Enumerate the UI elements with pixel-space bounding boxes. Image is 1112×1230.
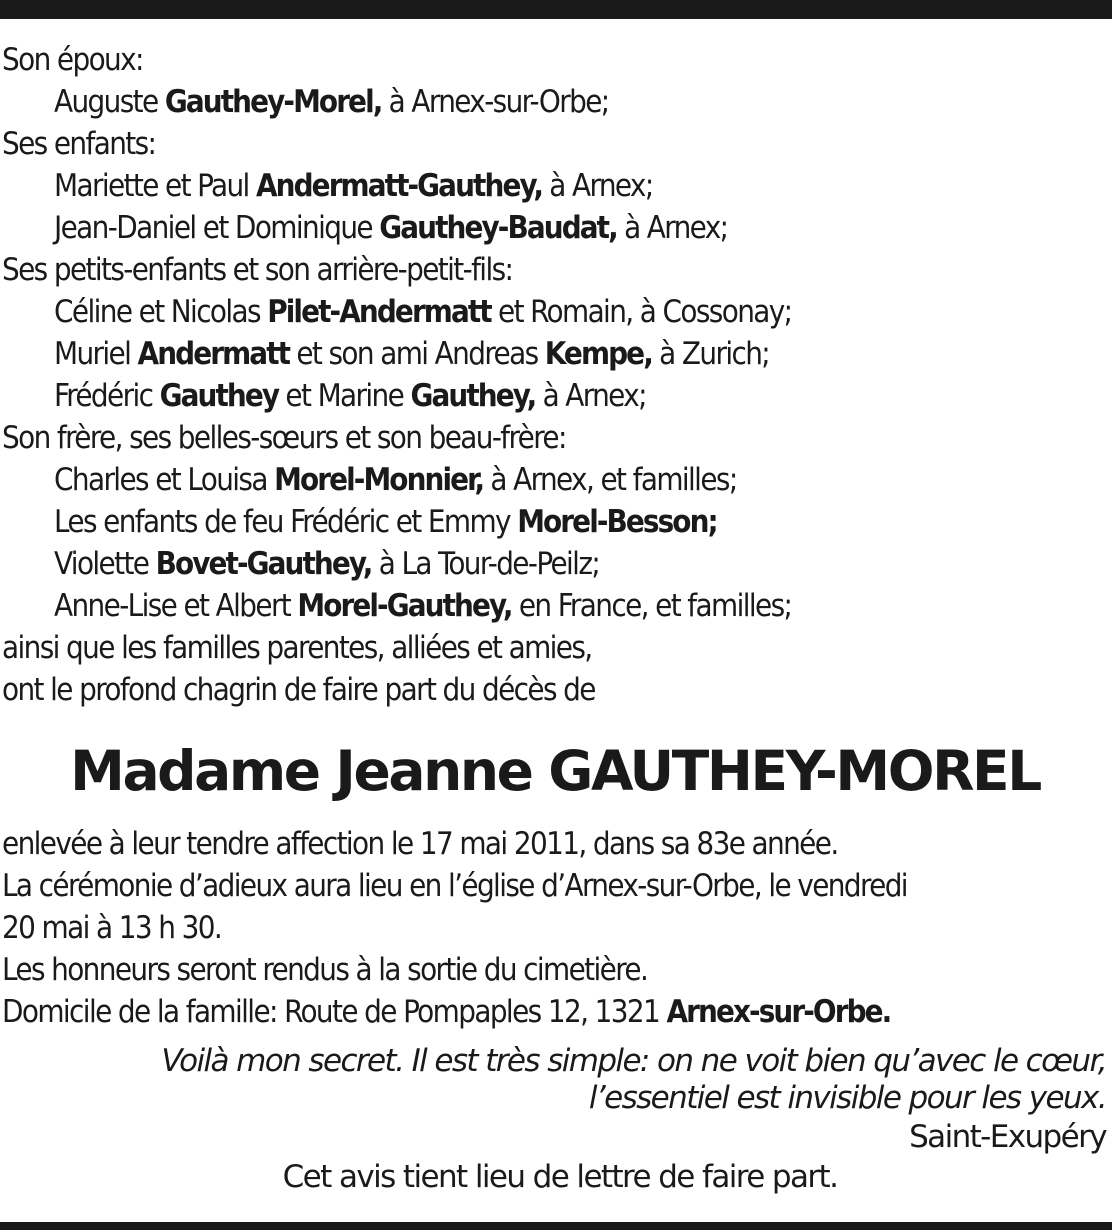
text-segment: Ses petits-enfants et son arrière-petit-fils:	[2, 252, 513, 288]
text-segment: enlevée à leur tendre affection le 17 mai 2011, dans sa 83e année.	[2, 826, 838, 862]
text-segment: à Arnex-sur-Orbe;	[381, 84, 609, 120]
text-segment: en France, et familles;	[511, 588, 792, 624]
text-line	[2, 81, 1108, 123]
text-segment: à Arnex, et familles;	[483, 462, 737, 498]
text-segment: Les honneurs seront rendus à la sortie du cimetière.	[2, 952, 648, 988]
family-name: Gauthey,	[410, 378, 536, 414]
family-name: Gauthey-Morel,	[164, 84, 382, 120]
text-line	[2, 39, 1108, 81]
text-line	[2, 165, 1108, 207]
text-segment: à Zurich;	[651, 336, 770, 372]
family-name: Gauthey	[159, 378, 279, 414]
text-segment: Son frère, ses belles-sœurs et son beau-frère:	[2, 420, 566, 456]
family-list	[2, 39, 1108, 711]
quote-block	[2, 1043, 1108, 1157]
text-segment: Son époux:	[2, 42, 143, 78]
text-line	[2, 585, 1108, 627]
family-name: Gauthey-Baudat,	[379, 210, 617, 246]
quote-line-2: l’essentiel est invisible pour les yeux.	[588, 1080, 1106, 1116]
text-segment: Anne-Lise et Albert	[54, 588, 298, 624]
text-segment: à La Tour-de-Peilz;	[371, 546, 600, 582]
text-line	[2, 501, 1108, 543]
text-segment: et Romain, à Cossonay;	[490, 294, 792, 330]
text-segment: La cérémonie d’adieux aura lieu en l’église d’Arnex-sur-Orbe, le vendredi	[2, 868, 907, 904]
deceased-name: Madame Jeanne GAUTHEY-MOREL	[70, 739, 1040, 803]
family-name: Kempe,	[544, 336, 652, 372]
text-line	[2, 991, 1108, 1033]
quote-line-1: Voilà mon secret. Il est très simple: on ne voit bien qu’avec le cœur,	[161, 1043, 1106, 1079]
text-segment: à Arnex;	[616, 210, 728, 246]
family-name: Arnex-sur-Orbe.	[666, 994, 891, 1030]
text-segment: ont le profond chagrin de faire part du décès de	[2, 672, 595, 708]
family-name: Morel-Gauthey,	[297, 588, 512, 624]
text-segment: 20 mai à 13 h 30.	[2, 910, 222, 946]
family-name: Pilet-Andermatt	[267, 294, 491, 330]
text-line	[2, 417, 1108, 459]
quote-author: Saint-Exupéry	[909, 1119, 1106, 1155]
obituary-notice	[2, 39, 1108, 1197]
text-segment: Frédéric	[54, 378, 160, 414]
family-name: Morel-Besson;	[517, 504, 717, 540]
text-line	[2, 333, 1108, 375]
text-segment: Céline et Nicolas	[54, 294, 268, 330]
text-line	[2, 627, 1108, 669]
family-name: Bovet-Gauthey,	[155, 546, 372, 582]
text-line	[2, 669, 1108, 711]
text-segment: Domicile de la famille: Route de Pompaples 12, 1321	[2, 994, 667, 1030]
bottom-rule	[0, 1222, 1112, 1230]
text-segment: Ses enfants:	[2, 126, 156, 162]
text-line	[2, 949, 1108, 991]
family-name: Andermatt	[137, 336, 290, 372]
text-segment: Jean-Daniel et Dominique	[54, 210, 380, 246]
top-rule	[0, 0, 1112, 19]
text-line	[2, 865, 1108, 907]
text-line	[2, 123, 1108, 165]
family-name: Morel-Monnier,	[274, 462, 484, 498]
text-segment: Mariette et Paul	[54, 168, 256, 204]
text-segment: à Arnex;	[535, 378, 646, 414]
text-segment: Violette	[54, 546, 156, 582]
text-segment: et son ami Andreas	[289, 336, 545, 372]
text-segment: à Arnex;	[542, 168, 653, 204]
text-line	[2, 823, 1108, 865]
closing-note: Cet avis tient lieu de lettre de faire part.	[282, 1159, 838, 1195]
text-segment: Charles et Louisa	[54, 462, 275, 498]
ceremony-details	[2, 823, 1108, 1033]
text-segment: Auguste	[54, 84, 165, 120]
family-name: Andermatt-Gauthey,	[255, 168, 543, 204]
text-line	[2, 207, 1108, 249]
text-line	[2, 543, 1108, 585]
text-segment: Muriel	[54, 336, 138, 372]
text-segment: ainsi que les familles parentes, alliées et amies,	[2, 630, 592, 666]
text-segment: et Marine	[278, 378, 411, 414]
text-line	[2, 291, 1108, 333]
text-line	[2, 459, 1108, 501]
text-segment: Les enfants de feu Frédéric et Emmy	[54, 504, 518, 540]
text-line	[2, 907, 1108, 949]
text-line	[2, 375, 1108, 417]
text-line	[2, 249, 1108, 291]
